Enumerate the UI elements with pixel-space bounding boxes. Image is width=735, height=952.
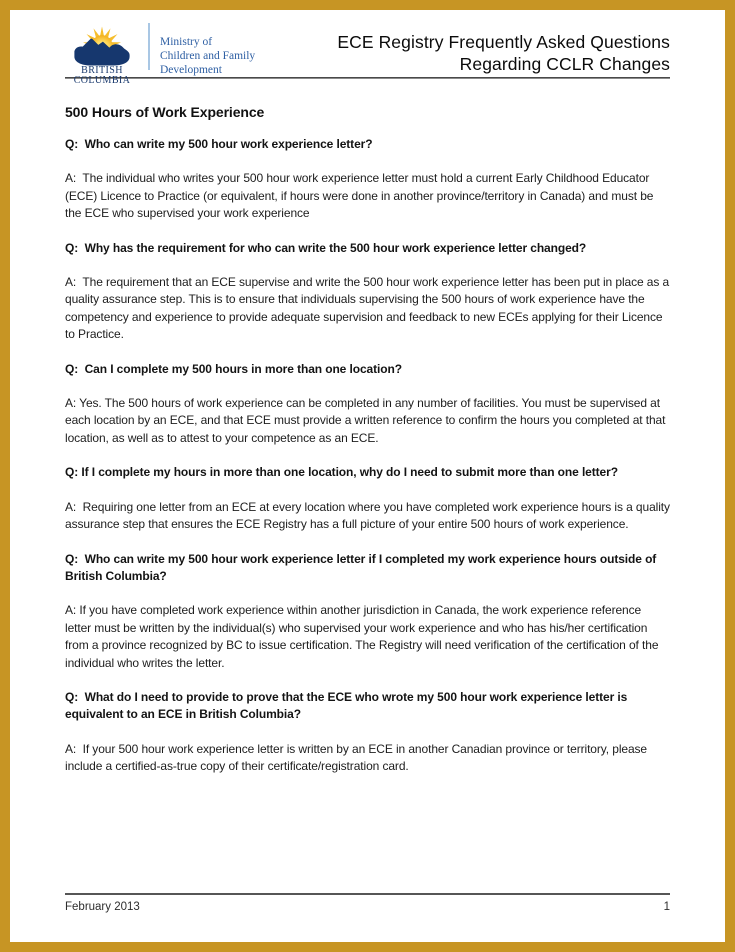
question-2: Q: Why has the requirement for who can write the 500 hour work experience letter changed? bbox=[65, 240, 587, 255]
footer-rule bbox=[65, 893, 670, 895]
answer-4: A: Requiring one letter from an ECE at every location where you have completed work experience hours is a quality assurance step that ensures the ECE Registry has a full picture of your entire 500 hours of work experience. bbox=[65, 499, 674, 532]
document-body bbox=[10, 104, 725, 776]
ministry-line-2: Children and Family bbox=[160, 50, 256, 62]
ministry-line-1: Ministry of bbox=[160, 36, 213, 48]
ministry-name bbox=[160, 20, 255, 77]
document-footer bbox=[65, 893, 670, 913]
document-title bbox=[337, 20, 670, 75]
question-4: Q: If I complete my hours in more than one location, why do I need to submit more than one letter? bbox=[65, 465, 618, 480]
answer-1: A: The individual who writes your 500 hour work experience letter must hold a current Early Childhood Educator (ECE) Licence to Practice (or equivalent, if hours were done in another province/territory in Canada) and must be the ECE who supervised your work experience bbox=[65, 171, 657, 221]
logo-wordmark-british: BRITISH bbox=[81, 65, 123, 76]
answer-2: A: The requirement that an ECE supervise and write the 500 hour work experience letter has been put in place as a quality assurance step. This is to ensure that individuals supervising the 500 hours of work experience have the competency and experience to provide adequate supervision and feedback to new ECEs applying for their Licence to Practice. bbox=[65, 275, 673, 342]
question-1: Q: Who can write my 500 hour work experience letter? bbox=[65, 137, 373, 151]
answer-3: A: Yes. The 500 hours of work experience can be completed in any number of facilities. You must be supervised at each location by an ECE, and that ECE must provide a written reference to confirm the hours you completed at that location, as well as to attest to your competence as an ECE. bbox=[65, 396, 669, 445]
answer-6: A: If your 500 hour work experience letter is written by an ECE in another Canadian province or territory, please include a certified-as-true copy of their certificate/registration card. bbox=[65, 741, 651, 774]
bc-government-logo bbox=[65, 20, 139, 86]
answer-5: A: If you have completed work experience within another jurisdiction in Canada, the work experience reference letter must be written by the individual(s) who supervised your work experience and who has his/her certification from a province recognized by BC to issue certification. The Registry will need verification of the certification of the individual who writes the letter. bbox=[65, 603, 662, 670]
header-vertical-divider bbox=[148, 23, 150, 70]
question-3: Q: Can I complete my 500 hours in more than one location? bbox=[65, 361, 402, 376]
question-5: Q: Who can write my 500 hour work experience letter if I completed my work experience hours outside of British Columbia? bbox=[65, 551, 660, 583]
document-title-line-1: ECE Registry Frequently Asked Questions bbox=[337, 32, 670, 52]
bc-sunrise-logo-icon bbox=[72, 20, 132, 66]
question-6: Q: What do I need to provide to prove that the ECE who wrote my 500 hour work experience letter is equivalent to an ECE in British Columbia? bbox=[65, 689, 631, 722]
footer-date: February 2013 bbox=[65, 901, 140, 913]
logo-wordmark-columbia: COLUMBIA bbox=[73, 75, 131, 86]
ministry-line-3: Development bbox=[160, 64, 222, 76]
document-header bbox=[10, 10, 725, 86]
footer-page-number: 1 bbox=[663, 901, 670, 913]
header-rule bbox=[65, 77, 670, 79]
document-title-line-2: Regarding CCLR Changes bbox=[459, 54, 670, 74]
section-heading: 500 Hours of Work Experience bbox=[65, 104, 265, 120]
